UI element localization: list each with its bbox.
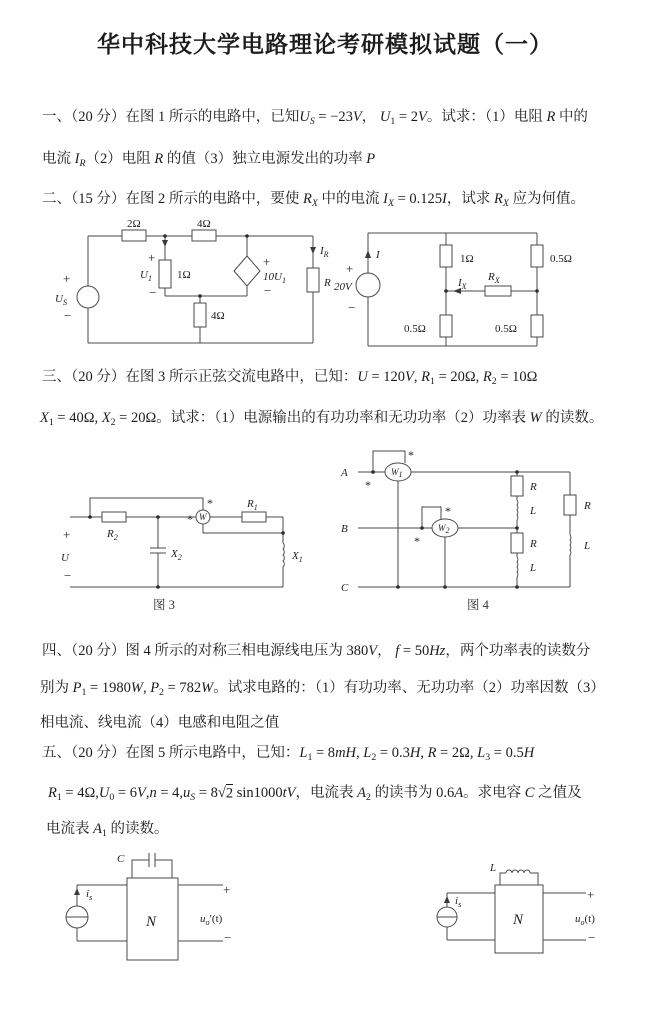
wattmeter-star-2: * [187, 512, 193, 526]
dep-source-label: $10U_1$ [263, 271, 286, 285]
resistor-05ohm-br [531, 315, 543, 337]
x2-label: $X_2$ [171, 548, 182, 562]
n-label: N [513, 912, 524, 928]
current-arrow-up [365, 250, 371, 258]
uo-label: $u_o(t)$ [575, 913, 595, 927]
is-arrow-up [74, 888, 80, 895]
problem-1-line-1: 一、（20 分）在图 1 所示的电路中，已知$U_S = -23V$， $U_1 = 2V$。试求：（1）电阻 R 中的 [42, 109, 588, 127]
c-label: C [117, 853, 125, 865]
dep-plus: + [263, 254, 271, 269]
problem-4-line-3: 相电流、线电流（4）电感和电阻之值 [40, 715, 280, 731]
wattmeter-1-letter: W1 [391, 467, 403, 479]
resistor-4ohm-bottom-label: 4Ω [211, 310, 225, 322]
w1-star-2: * [365, 478, 371, 492]
figure-4-caption: 图 4 [467, 598, 489, 612]
problem-2: 二、（15 分）在图 2 所示的电路中，要使 $R_X$ 中的电流 $I_X = 0.125I$，试求 $R_X$ 应为何值。 [42, 191, 586, 209]
src-plus: + [346, 261, 354, 276]
out-minus: − [588, 930, 596, 945]
wattmeter-2-letter: W2 [438, 523, 450, 535]
u1-label: $U_1$ [140, 269, 152, 283]
resistor-05ohm-tr [531, 245, 543, 267]
l-label-1: L [530, 505, 537, 517]
l-label-3: L [584, 540, 591, 552]
phase-b-label: B [341, 523, 348, 535]
resistor-1ohm [440, 245, 452, 267]
resistor-05ohm-bl [440, 315, 452, 337]
w2-star-2: * [414, 534, 420, 548]
r-label-1: R [530, 481, 537, 493]
ir-arrow [310, 247, 316, 254]
n-label: N [146, 914, 157, 930]
r-1ohm-label: 1Ω [460, 253, 474, 265]
resistor-1ohm [159, 260, 171, 288]
inductor-l-right [570, 535, 571, 555]
resistor-2ohm-label: 2Ω [127, 220, 141, 230]
resistor-r2 [102, 512, 126, 522]
source-20v-label: 20V [334, 281, 352, 293]
u-label: U [61, 552, 69, 564]
resistor-4ohm-top [192, 230, 216, 241]
w2-star-1: * [445, 504, 451, 518]
u1-minus: − [149, 285, 157, 300]
wattmeter-star-1: * [207, 496, 213, 510]
problem-3-line-2: $X_1 = 40\Omega$, $X_2 = 20\Omega$。试求：（1）电源输出的有功功率和无功功率（2）功率表 W 的读数。 [40, 410, 604, 428]
capacitor-branch [132, 853, 172, 878]
problem-3-line-1: 三、（20 分）在图 3 所示正弦交流电路中，已知：U = 120V, $R_1 = 20\Omega$, $R_2 = 10\Omega$ [42, 369, 538, 387]
phase-c-label: C [341, 582, 349, 594]
figure-3-circuit [35, 443, 335, 621]
u-plus: + [63, 527, 71, 542]
r-05-br-label: 0.5Ω [495, 323, 517, 335]
problem-4-line-2: 别为 $P_1 = 1980W$, $P_2 = 782W$。试求电路的：（1）有功功率、无功功率（2）功率因数（3） [40, 680, 605, 698]
out-plus: + [223, 882, 231, 897]
x1-label: $X_1$ [292, 550, 303, 564]
ir-label: $I_R$ [320, 245, 329, 259]
resistor-r1 [242, 512, 266, 522]
resistor-4ohm-top-label: 4Ω [197, 220, 211, 230]
figure-2-circuit [332, 220, 642, 355]
current-I-label: I [376, 249, 380, 261]
is-arrow-up [444, 896, 450, 903]
ix-label: $I_X$ [458, 277, 467, 291]
voltage-source-symbol [77, 286, 99, 308]
resistor-r-right [564, 495, 576, 515]
figure-3-caption: 图 3 [153, 598, 175, 612]
is-label: $i_s$ [455, 895, 462, 909]
dependent-source-diamond [234, 256, 260, 286]
us-minus: − [64, 308, 72, 323]
l-label-2: L [530, 562, 537, 574]
is-label: $i_s$ [86, 888, 93, 902]
r1-label: $R_1$ [247, 498, 258, 512]
problem-5-line-3: 电流表 $A_1$ 的读数。 [46, 821, 169, 839]
inductor-l-mid-top [517, 500, 518, 520]
wattmeter-letter: W [199, 512, 207, 522]
r-05-tr-label: 0.5Ω [550, 253, 572, 265]
r-05-bl-label: 0.5Ω [404, 323, 426, 335]
inductor-l-mid-bottom [517, 557, 518, 577]
figure-1-circuit [35, 220, 345, 355]
current-arrow-down [162, 240, 168, 247]
inductor-coil [506, 870, 530, 873]
resistor-r-mid-top [511, 476, 523, 496]
dep-minus: − [264, 283, 272, 298]
resistor-r-mid-bottom [511, 533, 523, 553]
out-minus: − [224, 930, 232, 945]
inductor-x1 [283, 543, 284, 567]
capacitor-x2 [150, 517, 166, 587]
resistor-R-label: R [324, 277, 331, 289]
problem-5-line-1: 五、（20 分）在图 5 所示电路中，已知：$L_1 = 8mH$, $L_2 = 0.3H$, R = 2Ω, $L_3 = 0.5H$ [42, 745, 535, 763]
rx-label: $R_X$ [488, 271, 500, 285]
problem-5-line-2: $R_1 = 4\Omega,U_0 = 6V,n = 4,u_S = 8√2$ sin1000tV，电流表 $A_2$ 的读书为 0.6A。求电容 C 之值及 [48, 785, 582, 803]
resistor-R [307, 268, 319, 292]
src-minus: − [348, 300, 356, 315]
r-label-3: R [584, 500, 591, 512]
u-minus: − [64, 568, 72, 583]
out-plus: + [587, 887, 595, 902]
resistor-1ohm-label: 1Ω [177, 269, 191, 281]
figure-5-right-circuit [428, 856, 608, 966]
r-label-2: R [530, 538, 537, 550]
figure-4-circuit [335, 443, 635, 621]
u1-plus: + [148, 250, 156, 265]
us-plus: + [63, 271, 71, 286]
l-label: L [490, 862, 497, 874]
us-label: $U_S$ [55, 293, 67, 307]
r2-label: $R_2$ [107, 528, 118, 542]
problem-4-line-1: 四、（20 分）图 4 所示的对称三相电源线电压为 380V， f = 50Hz，两个功率表的读数分 [42, 643, 591, 659]
uo-label: $u_o'(t)$ [200, 913, 223, 927]
inductor-branch [500, 873, 538, 885]
phase-a-label: A [341, 467, 348, 479]
resistor-2ohm [122, 230, 146, 241]
resistor-rx [485, 286, 511, 296]
voltage-source-symbol [356, 273, 380, 297]
page-title: 华中科技大学电路理论考研模拟试题（一） [97, 31, 553, 57]
problem-1-line-2: 电流 $I_R(2)$电阻 R 的值（3）独立电源发出的功率 P [42, 151, 376, 169]
resistor-4ohm-bottom [194, 303, 206, 327]
figure-5-left-circuit [50, 848, 245, 968]
w1-star-1: * [408, 448, 414, 462]
